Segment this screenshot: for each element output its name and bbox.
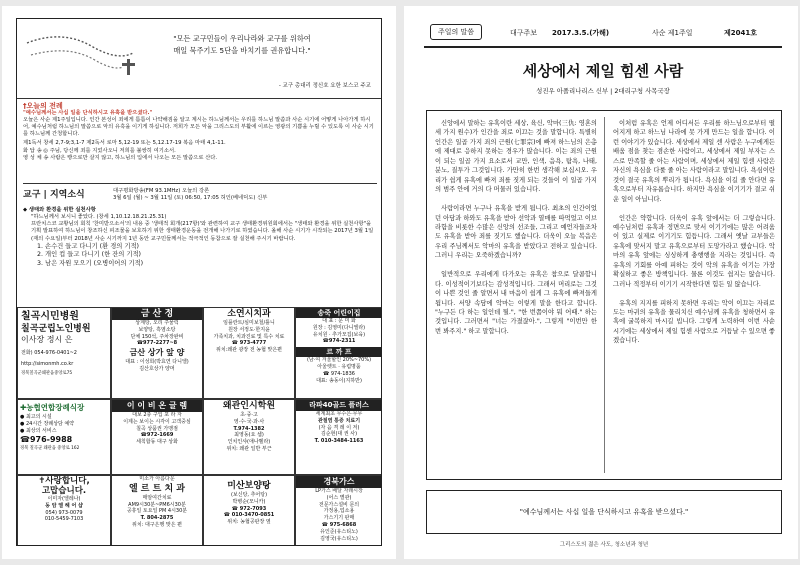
- paragraph: 일반적으로 우리에게 다가오는 유혹은 참으로 달콤합니다. 이성적이기보다는 감성적입니다. 그래서 머리로는 그것이 나쁜 것인 줄 알면서 내 마음이 쉽게 그 유혹에 빠져들게 됩니다. 서양 속담에 악마는 이렇게 말을 한다고 합니다. "누구든 다 하는 일인데 뭘.", "한 번쯤이야 뭐 어때." 하는 것입니다. 그러면서 "너는 가졌잖아.", 그렇게 "이번만 한 번 봐주지." 하고 말합니다.: [435, 271, 597, 335]
- ad-line: AM9시30분~PM6시30분: [128, 501, 186, 508]
- ad-line: 김산호상가 양머: [139, 365, 175, 372]
- right-page: [404, 6, 798, 559]
- ad-line: 초·중·고: [240, 412, 258, 418]
- paragraph: 인간은 약합니다. 더욱이 유혹 앞에서는 더 그렇습니다. 예수님처럼 유혹과 정면으로 맞서 이기기에는 많은 어려움이 있고 실제로 이기기도 힘듭니다. 그래서 옛날 교부들은 유혹에 맞서지 말고 유혹으로부터 도망가라고 했습니다. 악마의 유혹 앞에는 싱싱하게 충행행을 지라는 것입니다. 즉 유혹의 기회를 아예 피하는 것이 악의 유혹을 이기는 가장 확실하고 좋은 방책입니다. 물론 이것도 쉽지는 않습니다. 그러나 적정부터 이기기 시작한다면 힘든 일 않습니다.: [613, 214, 775, 288]
- ad-phone: ☎976-9988: [20, 435, 73, 445]
- env-item-1: 1. 손수건 들고 다니기 (환 경의 기적): [37, 242, 140, 250]
- ad-line: LP가스 배달 자래시장: [315, 488, 363, 494]
- ad-line: 칠곡 상품권 가맹점: [136, 425, 178, 432]
- env-item-3: 3. 남은 자원 모으기 (오병이어의 기적): [37, 259, 144, 267]
- env-item-2: 2. 개인 컵 들고 다니기 (한 잔의 기적): [37, 251, 142, 259]
- ad-elle-dental: [111, 475, 203, 546]
- ad-title: ✝사랑합니다,: [38, 476, 90, 486]
- today-liturgy: [23, 103, 377, 162]
- ad-title: 이 이 비 온 글 렘: [112, 400, 202, 412]
- ad-line: 상계탕, 오리 주물럭: [135, 320, 179, 326]
- ad-line: 대표 : 이성희(박효연 다니엘): [125, 359, 189, 366]
- ad-line: 동 암 엘 헤 어 샵: [45, 502, 83, 509]
- quote-line-1: "모든 교구민들이 우리나라와 교구를 위하여: [173, 34, 311, 43]
- ad-title: ✚농협연합장례식장: [20, 403, 85, 412]
- ad-line: 이제는 보이는 시각이 고객중심: [123, 418, 191, 425]
- ad-line: 대표: 송동이(지하반): [316, 377, 362, 384]
- env-heading: ◆ 생태와 환경을 위한 실천사항: [23, 207, 96, 214]
- ad-phone: ☎977-2277~8: [136, 340, 178, 347]
- ad-line: (어스 별관): [326, 494, 352, 501]
- ad-phone: ☎ 974-1836: [323, 370, 355, 377]
- article-title: 세상에서 제일 힘센 사람: [522, 62, 684, 80]
- ad-hair-salon: [17, 475, 111, 546]
- ad-geumsanjeong: [111, 307, 203, 399]
- ad-phone: T.974-1382: [233, 425, 265, 432]
- ad-title: 경북가스: [296, 476, 382, 488]
- ad-line: 가정용,업소용: [323, 508, 355, 515]
- column-divider: [604, 117, 605, 473]
- ad-line: 공휴일 토요일 PM 4시30분: [126, 508, 188, 515]
- ad-line: 세칙합동 대구 상화: [136, 439, 178, 446]
- ad-line: 위치:왜관 광장 전 농협 맞은편: [215, 347, 282, 354]
- ad-phone: 010-5459-7103: [44, 516, 84, 523]
- ad-line: 위치: 농협공판장 옆: [227, 519, 271, 526]
- ad-grid: [17, 307, 382, 546]
- ad-line: (보신탕, 추어탕): [230, 492, 268, 498]
- ad-phone: 054) 973-0079: [45, 509, 83, 516]
- quote-banner: [17, 19, 381, 99]
- ad-phone: ☎974-2311: [322, 338, 356, 345]
- ad-line: 단체 150석, 주차장완비: [130, 333, 184, 340]
- liturgy-note-1: 화 답 송 ◎ 주님, 당신께 죄를 지었사오니 저희를 불쌍히 여기소서.: [23, 147, 176, 154]
- ad-line: 미소가 아름다운: [139, 476, 175, 482]
- ad-address: 경북칠곡군왜관읍중앙로75: [21, 371, 73, 377]
- ad-line: 전문가스설비 문의: [318, 501, 360, 508]
- ad-title: 라파40골드 플러스: [296, 400, 382, 411]
- ad-chilgok-hospital: [17, 307, 111, 399]
- ad-line: 김순현(대 권 사): [320, 431, 358, 438]
- ad-title: 송죽 어린이집: [296, 308, 382, 318]
- ad-iibi-onglem: [111, 399, 203, 475]
- paragraph: 사람이라면 누구나 유혹을 받게 됩니다. 최초의 인간이었던 아담과 하와도 유혹을 받아 선악과 열매를 따먹었고 이브라함을 비롯한 수많은 신앙의 선조들, 그리고 예언자들조차도 유혹을 받아 죄를 짓기도 했습니다. 더욱이 오늘 복음은 우리 주님께서도 악마의 유혹을 받았다고 전하고 있습니다. 그러니 우리는 오죽하겠습니까?: [435, 205, 597, 260]
- ad-line: 유인준(유스티노): [320, 528, 358, 535]
- ad-phone: 전화) 054-976-0401~2: [21, 349, 77, 356]
- ad-dental-clinic: [203, 307, 295, 399]
- article-body: [426, 110, 782, 480]
- callout-quote: "예수님께서는 사십 일을 단식하시고 유혹을 받으셨다.": [426, 490, 782, 534]
- ad-phone: T. 010-3484-1163: [314, 438, 364, 445]
- liturgy-note-2: 영 성 체 송 사람은 빵으로만 살지 않고, 하느님의 입에서 나오는 모든 말씀으로 산다.: [23, 154, 218, 161]
- ad-subtitle: 고맙습니다.: [41, 486, 87, 496]
- ad-title: 왜관인시학원: [222, 401, 276, 411]
- ad-line: ● 최상의 서비스: [20, 427, 57, 434]
- ad-title-2: 르 까 프: [296, 347, 382, 357]
- left-page: [2, 6, 396, 559]
- ad-rapha-gold: [295, 399, 382, 475]
- ad-line: 원장 서정도·한지윤: [228, 326, 270, 333]
- ad-line: 위치: 대구은행 맞은 편: [132, 521, 182, 528]
- ad-funeral-hall: [17, 399, 111, 475]
- diocese-heading: 교구 | 지역소식: [23, 189, 85, 200]
- env-items: [23, 243, 377, 269]
- ad-line: 보양탕, 흑염소탕: [138, 326, 176, 333]
- ad-academy: [203, 399, 295, 475]
- ad-title: 엘 르 트 치 과: [128, 483, 185, 494]
- paragraph: 신앙에서 말하는 유혹이란 세상, 육신, 악마(三仇: 영혼의 세 가지 원수)가 인간을 죄로 이끄는 것을 말합니다. 특별히 인간은 일곱 가지 죄의 근원(七罪宗)에 빠져 하느님의 은총에 제대로 응하지 못하는 경우가 많습니다. 이는 죄의 근원이 되는 일곱 가지 요소로서 교만, 인색, 음욕, 탐욕, 나태, 분노, 질투가 그것입니다. 가만히 한번 생각해 보십시오. 우리가 쉽게 유혹에 빠져 죄를 짓게 되는 것들이 이 일곱 가지의 범주 안에 거의 다 머물러 있습니다.: [435, 120, 597, 194]
- ad-line: ● 최고의 시설: [20, 414, 52, 420]
- article-column-2: [613, 119, 775, 355]
- section-tab: 주일의 말씀: [430, 24, 482, 40]
- paper-name: 대구주보: [510, 29, 538, 37]
- ad-line: 매암여간치료: [142, 494, 172, 501]
- ad-title: 미산보양탕: [227, 481, 271, 491]
- paragraph: 유혹의 지지를 피하지 못하면 우리는 악이 이끄는 자리로 도는 마귀의 유혹을 물리치신 예수님께 유혹을 청하면서 유혹에 굴복하지 마시길 빕니다. 그렇게 노력하여 이번 사순 시기에는 세상에서 제일 힘센 사람으로 거듭날 수 있으면 좋겠습니다.: [613, 299, 775, 345]
- left-frame: [16, 18, 382, 546]
- ad-line: 대 표 : 문 미 화: [322, 318, 356, 324]
- ad-line: 관절염 통증 치료기: [317, 417, 361, 424]
- diocese-news: [23, 183, 377, 268]
- env-body: 프란치스코 교황님의 회칙 '찬미받으소서'의 내용 중 '생태적 회개(217항)'와 관련하여 교구 생태환경위원회에서는 "생태와 환경을 위한 실천사항"을 기획 발표하여 하느님이 창조하신 피조물을 보호하기 위한 생태환경운동을 전개해 나가기로 하였습니다. 올해 사순 시기가 시작되는 2017년 3월 1일(재의 수요일)부터 2018년 사순 시기까지 1년 동안 교구민들께서는 적극적인 동참으로 잘 실천해 주시기 바랍니다.: [31, 221, 374, 242]
- issue-date: 2017.3.5.(가해): [552, 29, 610, 37]
- ad-line: 위치: 왜관 일반 부근: [226, 445, 272, 452]
- liturgy-heading: †오늘의 전례: [23, 102, 63, 110]
- ad-phone: ☎972-1669: [140, 432, 174, 439]
- quote-line-2: 매일 묵주기도 5단을 바치기를 권유합니다.": [173, 46, 311, 55]
- article-byline: 성진우 아폴리나리스 신부 | 2대리구청 사목국장: [536, 87, 670, 95]
- ad-line: 가족치과, 치과진료 및 특수 치료: [213, 333, 285, 340]
- ad-songjuk-kindergarten: [295, 307, 382, 399]
- ad-line: 대보 2층 구입 포 라 자: [132, 412, 182, 418]
- liturgy-readings: 제1독서 창세 2,7-9;3,1-7 제2독서 로마 5,12-19 또는 5,12.17-19 복음 마태 4,1-11.: [23, 140, 226, 147]
- ad-line: 영·수·국·과·사: [233, 418, 265, 425]
- ad-line: 유치원 · 추가모집(보육): [312, 331, 366, 338]
- ad-director: 이사장 정시 은: [21, 335, 73, 344]
- ad-line: 최영동(요 셉): [234, 432, 264, 439]
- ad-line: (남·여 겨울할인 20%~70%): [306, 357, 372, 364]
- ad-line: 금산 상가 앞 양: [129, 348, 185, 358]
- ad-gas: [295, 475, 382, 546]
- broadcast-line-1: 대구평화방송(FM 93.1MHz) 오늘의 강론: [113, 188, 210, 194]
- broadcast-line-2: 3월 6일 (월) ~ 3월 11일 (토) 06:50, 17:05 허인(베네딕도) 신부: [113, 195, 268, 202]
- ad-line: 세계최초 무수은·무무: [315, 411, 363, 417]
- liturgy-quote: "예수님께서는 사십 일을 단식하시고 유혹을 받으셨다.": [23, 110, 153, 117]
- ad-line: 김영국(유스티노): [320, 535, 358, 542]
- env-sub: "하느님께서 보시니 좋았다. (창세 1,10.12.18.21.25.31): [31, 214, 167, 221]
- page-caption: 그리스도의 젊은 사도, 청소년과 청년: [559, 542, 649, 548]
- ad-phone: ☎ 972-7093: [231, 505, 267, 512]
- bulletin-header: [424, 20, 782, 48]
- ad-line: 아울렛트 · 유럽명품: [317, 363, 361, 370]
- ad-line: 임플란트/심미보철/틀니: [223, 320, 275, 326]
- ad-subtitle: 칠곡군립노인병원: [21, 324, 91, 334]
- ad-phone: ☎ 973-4777: [231, 340, 267, 347]
- ad-line: (자 음 격 레 이 저): [318, 424, 360, 431]
- quote-source: - 교구 총대리 정신호 요한 보스코 주교: [278, 83, 371, 89]
- article-column-1: [435, 119, 597, 346]
- ad-line: 이미자(엘레나): [47, 496, 81, 502]
- ad-line: 인치인샤(애나벨라): [227, 439, 271, 446]
- ad-line: 박병순(모니카): [232, 498, 266, 505]
- ad-phone: ☎ 010-3470-0851: [223, 512, 275, 519]
- ad-address: 경북 칠곡군 왜관읍 중앙로 162: [20, 446, 80, 452]
- ad-line: 원장 : 김영미(다니엘라): [312, 324, 366, 331]
- ad-title: 소연시치과: [227, 309, 271, 319]
- liturgy-body: 오늘은 사순 제1주일입니다. 인간 본성이 죄에게 틈틈이 나약해짐을 알고 계시는 하느님께서는 우리를 하느님 말씀과 사순 시기에 어떻게 나아가게 하시어, 예수님처럼 하느님의 말씀으로 악의 유혹을 이기게 하십니다. 저희가 모든 악을 그리스도의 부활에 이르는 영광의 기쁨을 누릴 수 있도록 이 사순 시기를 하느님께 간청합니다.: [23, 117, 374, 138]
- liturgical-sunday: 사순 제1주일: [652, 29, 693, 37]
- ad-web: http://simonmh.co.kr: [21, 360, 74, 367]
- ad-phone: T. 804-2875: [140, 515, 174, 522]
- ad-misan-restaurant: [203, 475, 295, 546]
- ad-title: 칠곡시민병원: [21, 311, 79, 322]
- bishop-quote: [107, 33, 377, 57]
- ad-line: ● 24시간 장례상담 예약: [20, 420, 75, 427]
- paragraph: 이처럼 유혹은 언제 어디서든 우리를 하느님으로부터 떨어지게 하고 하느님 나라에 못 가게 만드는 일을 합니다. 이런 이야기가 있습니다. 세상에서 제일 센 사람은 누구에게든 배움 점을 찾는 겸손한 사람이고, 세상에서 제일 부자는 스스로 만족할 줄 아는 사람이며, 세상에서 제일 힘센 사람은 자신의 욕심을 다룰 줄 아는 사람이라고 말입니다. 욕심이란 것이 결국 유혹의 뿌리가 됩니다. 욕심을 이길 줄 안다면 유혹으로부터 자유롭습니다. 하지만 욕심을 이기기가 결코 쉬운 일이 아닙니다.: [613, 120, 775, 203]
- ad-line: 가스기기 판매: [323, 515, 355, 522]
- issue-number: 제2041호: [724, 29, 758, 37]
- ad-phone: ☎ 975-6868: [321, 521, 357, 528]
- ad-title: 금 산 정: [112, 308, 202, 320]
